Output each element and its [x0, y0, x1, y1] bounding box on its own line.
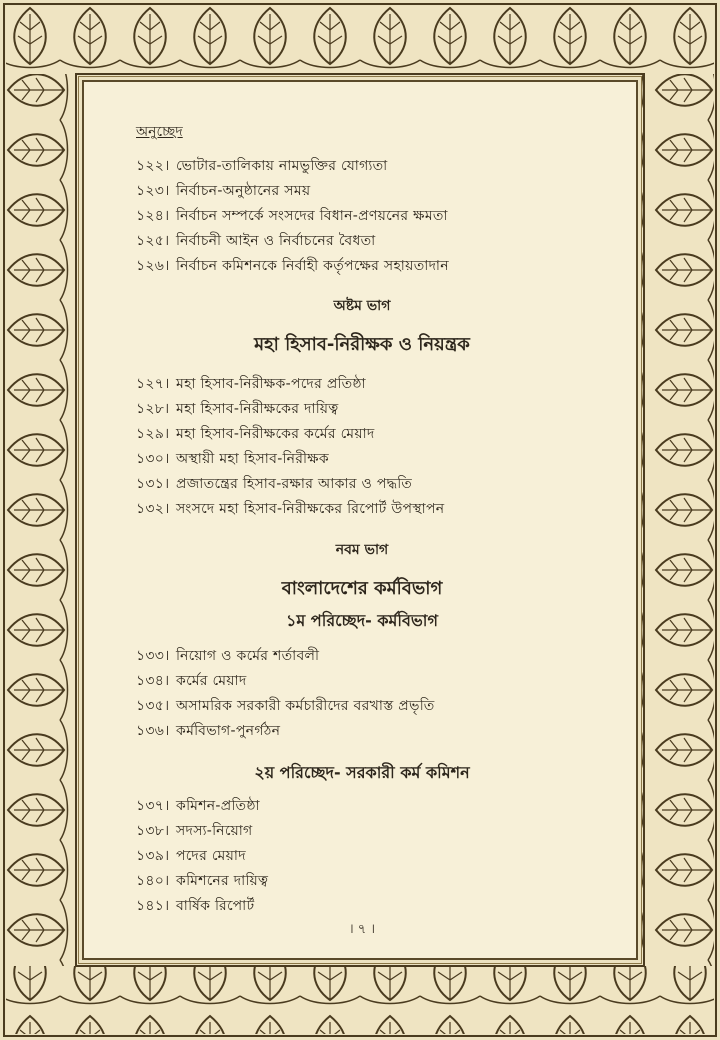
- list-item: ১২৭। মহা হিসাব-নিরীক্ষক-পদের প্রতিষ্ঠা: [136, 376, 366, 392]
- part-9-title: বাংলাদেশের কর্মবিভাগ: [281, 578, 443, 599]
- list-item: ১৩৩। নিয়োগ ও কর্মের শর্তাবলী: [136, 648, 320, 664]
- list-item: ১৩৮। সদস্য-নিয়োগ: [136, 823, 253, 839]
- list-item: ১২৫। নির্বাচনী আইন ও নির্বাচনের বৈধতা: [136, 233, 376, 249]
- text-panel: [82, 80, 638, 960]
- list-item: ১৩৪। কর্মের মেয়াদ: [136, 673, 247, 689]
- list-item: ১৩৭। কমিশন-প্রতিষ্ঠা: [136, 798, 260, 814]
- part-8-title: মহা হিসাব-নিরীক্ষক ও নিয়ন্ত্রক: [254, 334, 470, 355]
- page-number: । ৭ ।: [348, 922, 375, 937]
- list-item: ১৩৬। কর্মবিভাগ-পুনর্গঠন: [136, 723, 281, 739]
- list-item: ১৪০। কমিশনের দায়িত্ব: [136, 873, 269, 889]
- list-item: ১২৮। মহা হিসাব-নিরীক্ষকের দায়িত্ব: [136, 401, 339, 417]
- list-item: ১২৯। মহা হিসাব-নিরীক্ষকের কর্মের মেয়াদ: [136, 426, 375, 442]
- chapter-2-title: ২য় পরিচ্ছেদ- সরকারী কর্ম কমিশন: [254, 763, 470, 782]
- part-9-label: নবম ভাগ: [335, 542, 389, 558]
- list-item: ১৩৫। অসামরিক সরকারী কর্মচারীদের বরখাস্ত প্রভৃতি: [136, 698, 435, 714]
- list-item: ১৪১। বার্ষিক রিপোর্ট: [136, 898, 255, 914]
- list-item: ১২৩। নির্বাচন-অনুষ্ঠানের সময়: [136, 183, 311, 199]
- list-item: ১৩১। প্রজাতন্ত্রের হিসাব-রক্ষার আকার ও পদ্ধতি: [136, 476, 413, 492]
- list-item: ১২৪। নির্বাচন সম্পর্কে সংসদের বিধান-প্রণয়নের ক্ষমতা: [136, 208, 448, 224]
- article-column-heading: অনুচ্ছেদ: [136, 124, 183, 140]
- list-item: ১২২। ভোটার-তালিকায় নামভুক্তির যোগ্যতা: [136, 158, 388, 174]
- chapter-1-title: ১ম পরিচ্ছেদ- কর্মবিভাগ: [286, 611, 438, 630]
- list-item: ১৩২। সংসদে মহা হিসাব-নিরীক্ষকের রিপোর্ট উপস্থাপন: [136, 501, 445, 517]
- part-8-label: অষ্টম ভাগ: [333, 298, 391, 314]
- list-item: ১৩০। অস্থায়ী মহা হিসাব-নিরীক্ষক: [136, 451, 330, 467]
- list-item: ১২৬। নির্বাচন কমিশনকে নির্বাহী কর্তৃপক্ষের সহায়তাদান: [136, 258, 449, 274]
- list-item: ১৩৯। পদের মেয়াদ: [136, 848, 246, 864]
